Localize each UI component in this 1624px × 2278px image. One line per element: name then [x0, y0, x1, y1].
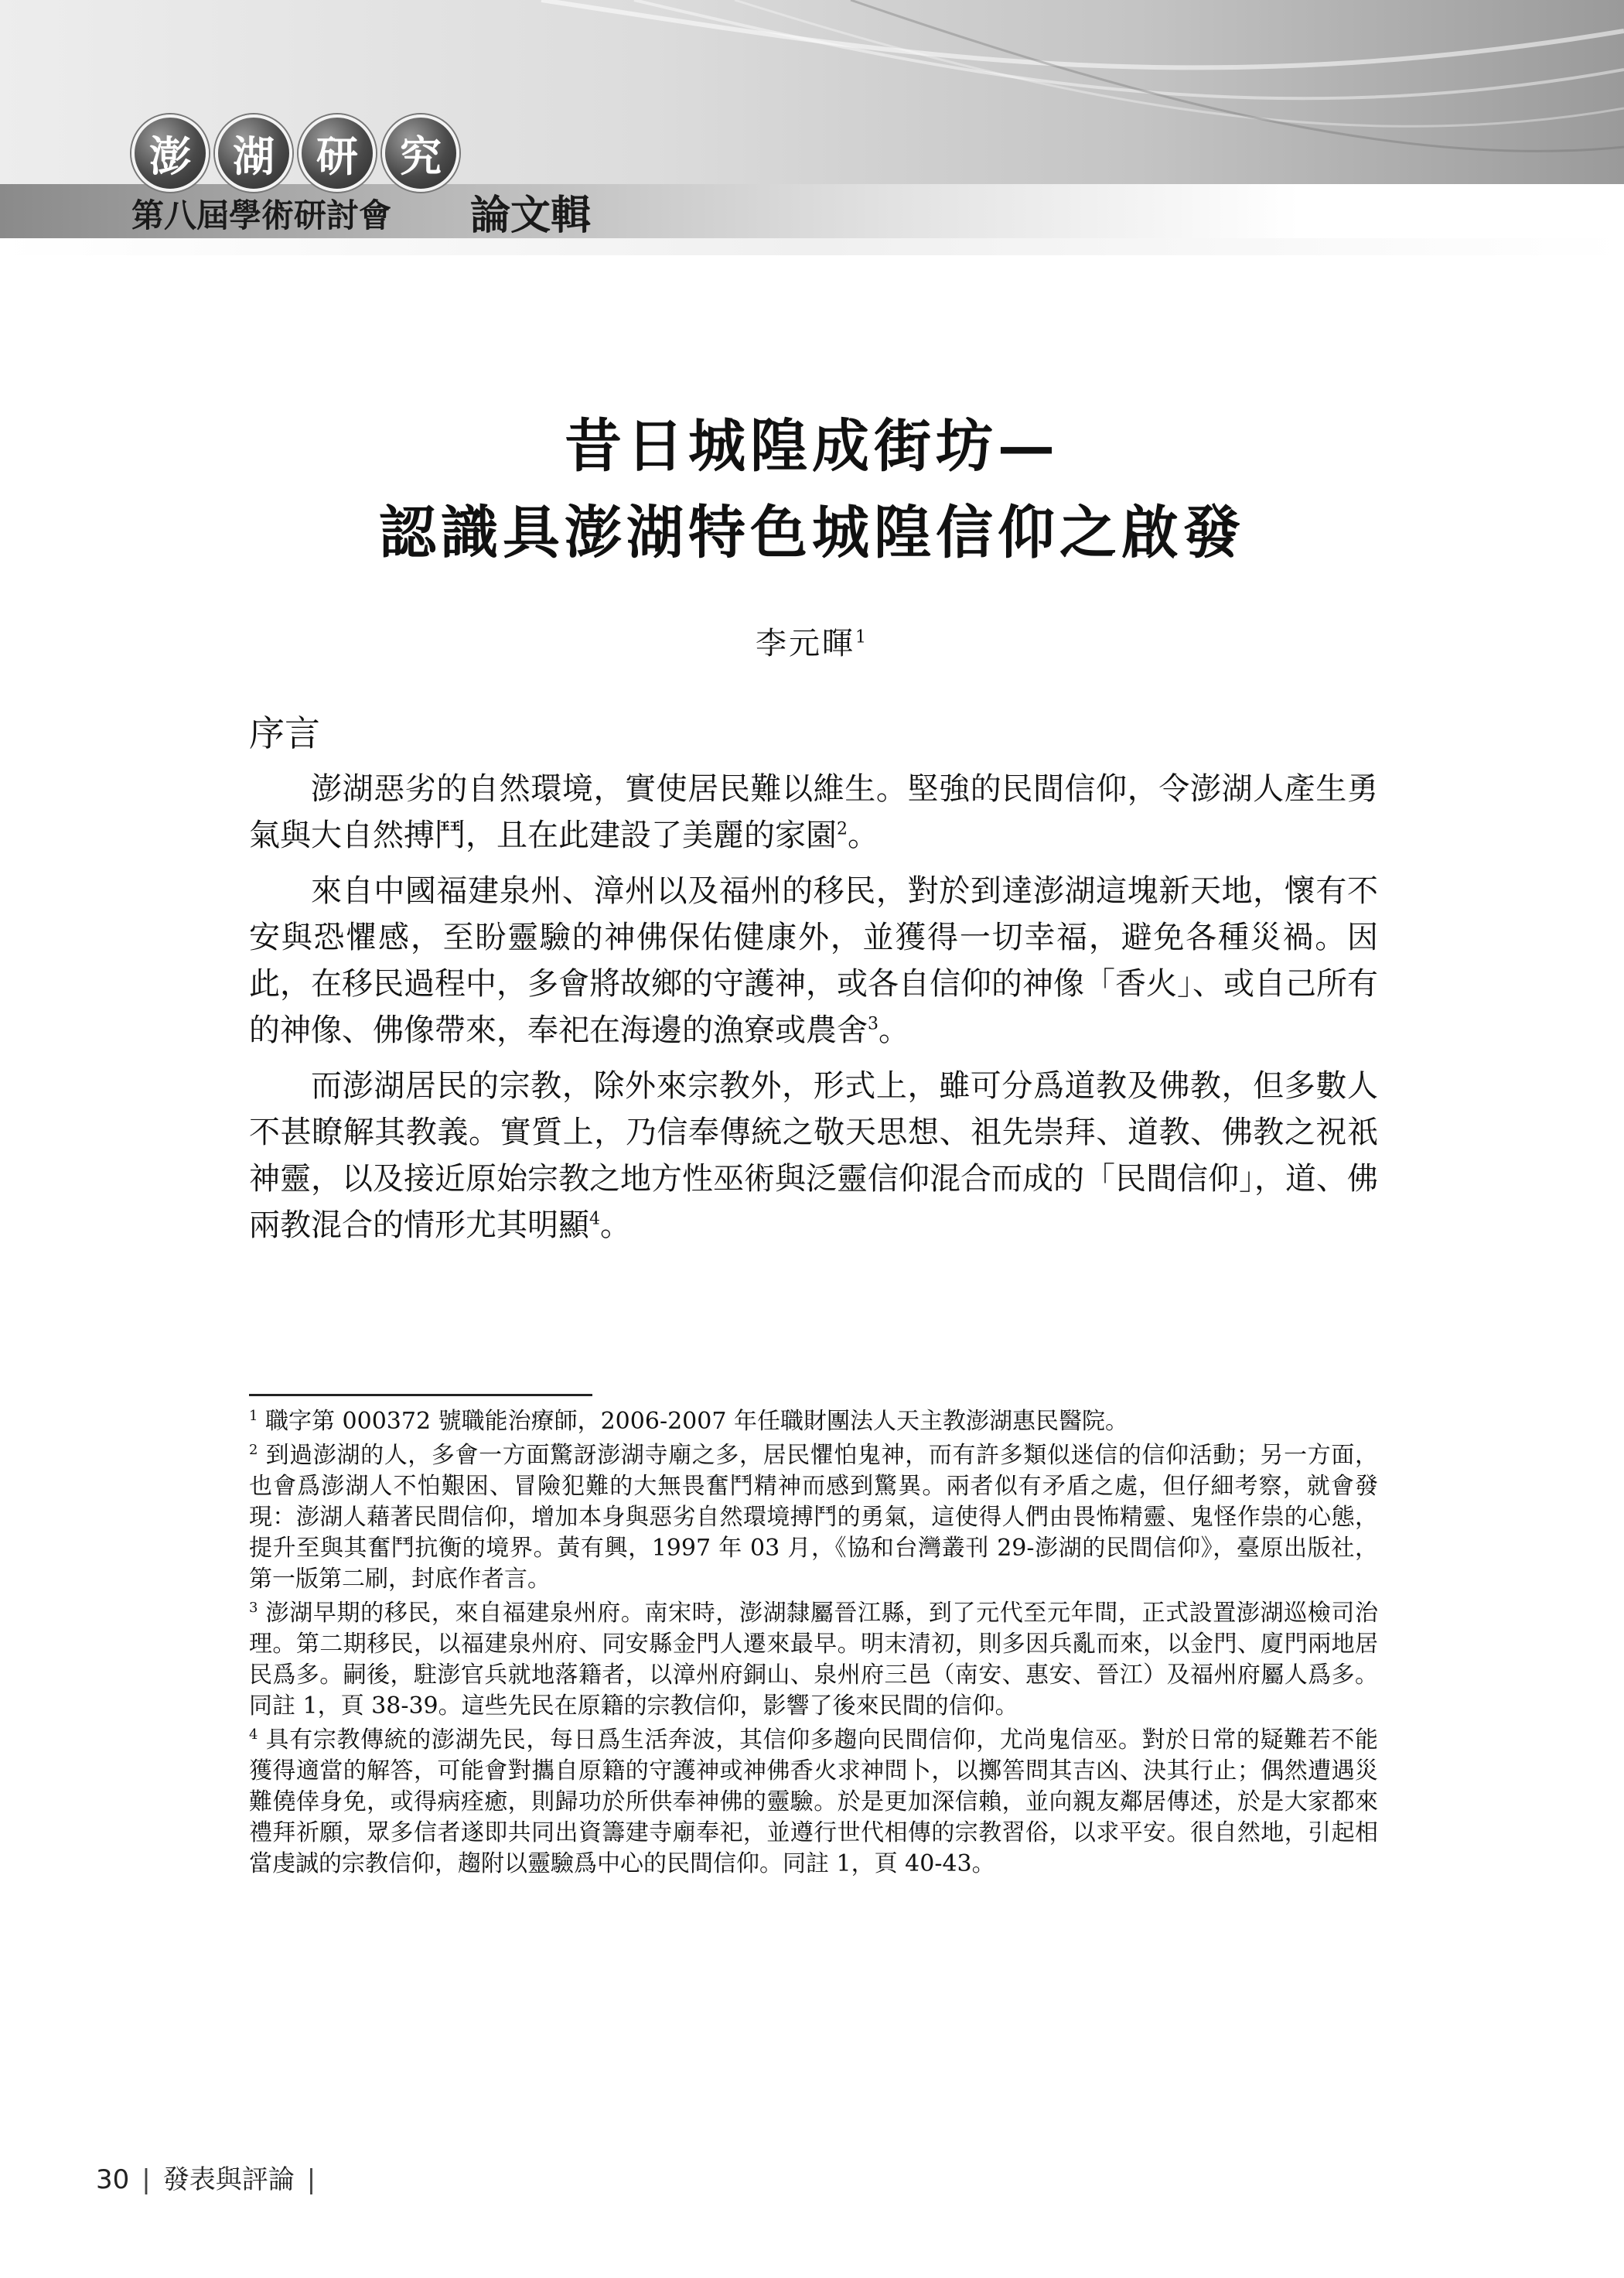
conference-subtitle: 第八屆學術研討會: [131, 196, 392, 234]
footnote-text: 到過澎湖的人，多會一方面驚訝澎湖寺廟之多，居民懼怕鬼神，而有許多類似迷信的信仰活動；另一方面，也會爲澎湖人不怕艱困、冒險犯難的大無畏奮鬥精神而感到驚異。兩者似有矛盾之處，但仔細考察，就會發現：澎湖人藉著民間信仰，增加本身與惡劣自然環境搏鬥的勇氣，這使得人們由畏怖精靈、鬼怪作祟的心態，提升至與其奮鬥抗衡的境界。黃有興，1997 年 03 月，《協和台灣叢刊 29-澎湖的民間信仰》，臺原出版社，第一版第二刷，封底作者言。: [249, 1442, 1378, 1593]
body-paragraph: [249, 868, 1378, 1054]
footnote-text: 澎湖早期的移民，來自福建泉州府。南宋時，澎湖隸屬晉江縣，到了元代至元年間，正式設置澎湖巡檢司治理。第二期移民，以福建泉州府、同安縣金門人遷來最早。明末清初，則多因兵亂而來，以金門、廈門兩地居民爲多。嗣後，駐澎官兵就地落籍者，以漳州府銅山、泉州府三邑（南安、惠安、晉江）及福州府屬人爲多。同註 1，頁 38-39。這些先民在原籍的宗教信仰，影響了後來民間的信仰。: [249, 1600, 1378, 1720]
paragraph-text: 來自中國福建泉州、漳州以及福州的移民，對於到達澎湖這塊新天地，懷有不安與恐懼感，至盼靈驗的神佛保佑健康外，並獲得一切幸福，避免各種災禍。因此，在移民過程中，多會將故鄉的守護神，或各自信仰的神像「香火」、或自己所有的神像、佛像帶來，奉祀在海邊的漁寮或農舍: [249, 873, 1378, 1048]
paragraph-end: 。: [848, 818, 879, 853]
footnote: [249, 1440, 1378, 1595]
journal-char: 澎: [131, 114, 209, 192]
journal-char: 湖: [215, 114, 292, 192]
section-heading: 序言: [249, 712, 320, 754]
footnote-number: 2: [249, 1442, 258, 1458]
article-title-line2: 認識具澎湖特色城隍信仰之啟發: [379, 500, 1245, 566]
footer-separator: |: [142, 2164, 151, 2195]
footnote: [249, 1406, 1378, 1437]
footnote-number: 4: [249, 1726, 258, 1743]
paragraph-text: 而澎湖居民的宗教，除外來宗教外，形式上，雖可分爲道教及佛教，但多數人不甚瞭解其教義。實質上，乃信奉傳統之敬天思想、祖先崇拜、道教、佛教之祝祇神靈，以及接近原始宗教之地方性巫術與泛靈信仰混合而成的「民間信仰」，道、佛兩教混合的情形尤其明顯: [249, 1068, 1378, 1243]
paragraph-end: 。: [879, 1013, 909, 1048]
section-name: 發表與評論: [162, 2164, 295, 2195]
banner-band-lower: [0, 238, 1624, 255]
paragraph-end: 。: [600, 1207, 631, 1243]
author-footnote-ref: 1: [855, 627, 868, 647]
footnote-ref: 4: [589, 1209, 600, 1229]
footnote: [249, 1725, 1378, 1880]
body-paragraph: [249, 766, 1378, 859]
footnotes: [249, 1406, 1378, 1883]
footnote-ref: 2: [837, 819, 848, 839]
footnote-number: 3: [249, 1600, 258, 1616]
header-banner: [0, 0, 1624, 255]
footnote-divider: [249, 1394, 592, 1396]
body-paragraph: [249, 1063, 1378, 1248]
author-line: [0, 619, 1624, 663]
paragraph-text: 澎湖惡劣的自然環境，實使居民難以維生。堅強的民間信仰，令澎湖人產生勇氣與大自然搏鬥，且在此建設了美麗的家園: [249, 771, 1378, 853]
footnote-ref: 3: [868, 1014, 879, 1034]
journal-char: 研: [299, 114, 376, 192]
article-body: [249, 710, 1378, 1258]
footnote-text: 職字第 000372 號職能治療師，2006-2007 年任職財團法人天主教澎湖惠民醫院。: [265, 1408, 1128, 1435]
page-number: 30: [96, 2164, 130, 2195]
page-footer: [96, 2158, 328, 2196]
footnote-number: 1: [249, 1408, 258, 1424]
journal-char: 究: [382, 114, 459, 192]
footnote-text: 具有宗教傳統的澎湖先民，每日爲生活奔波，其信仰多趨向民間信仰，尤尚鬼信巫。對於日常的疑難若不能獲得適當的解答，可能會對攜自原籍的守護神或神佛香火求神問卜，以擲筶問其吉凶、決其行止；偶然遭遇災難僥倖身免，或得病痊癒，則歸功於所供奉神佛的靈驗。於是更加深信賴，並向親友鄰居傳述，於是大家都來禮拜祈願，眾多信者遂即共同出資籌建寺廟奉祀，並遵行世代相傳的宗教習俗，以求平安。很自然地，引起相當虔誠的宗教信仰，趨附以靈驗爲中心的民間信仰。同註 1，頁 40-43。: [249, 1726, 1378, 1877]
proceedings-label: 論文輯: [470, 193, 592, 239]
footer-separator: |: [306, 2164, 316, 2195]
journal-logo: [131, 114, 459, 192]
article-title-line1: 昔日城隍成街坊—: [565, 413, 1059, 480]
footnote: [249, 1598, 1378, 1722]
author-name: 李元暉: [756, 626, 855, 661]
